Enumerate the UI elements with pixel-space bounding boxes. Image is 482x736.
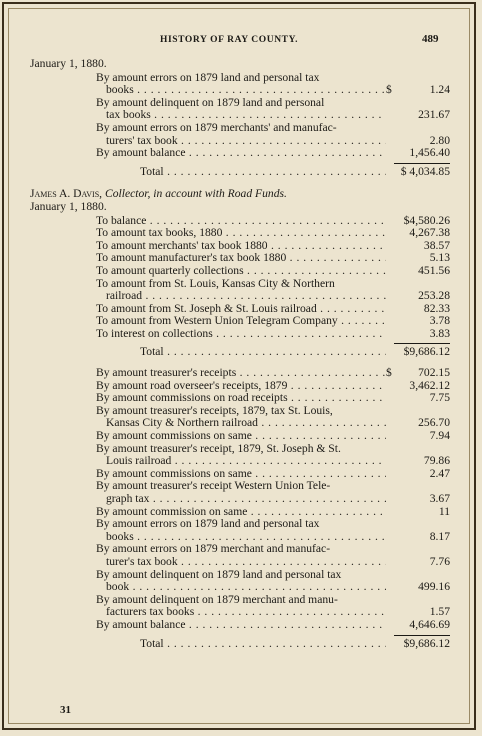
- amount-value: 253.28: [418, 289, 450, 303]
- entry-amount: [386, 506, 450, 519]
- entry-text: To amount from Western Union Telegram Company: [96, 315, 338, 328]
- ledger-entry: [30, 405, 450, 430]
- amount-value: 3.83: [429, 326, 450, 340]
- page-number: 489: [422, 33, 439, 45]
- ledger-entry: [30, 392, 450, 405]
- entry-text: To balance: [96, 214, 147, 227]
- ledger-entry: [30, 480, 450, 505]
- entry-text: By amount commissions on road receipts: [96, 392, 288, 405]
- amount-value: 1.57: [429, 605, 450, 619]
- section2-date: January 1, 1880.: [30, 199, 107, 213]
- section2-total-amount: $9,686.12: [403, 345, 450, 359]
- entry-amount: [386, 109, 450, 122]
- entry-text: By amount treasurer's receipts: [96, 367, 237, 380]
- entry-text: To amount from St. Joseph & St. Louis railroad: [96, 302, 317, 315]
- section1-total-label: Total: [140, 165, 164, 178]
- amount-value: 7.76: [429, 554, 450, 568]
- signature-mark: 31: [60, 704, 71, 716]
- entry-text: By amount treasurer's receipt Western Union Tele-: [96, 480, 331, 493]
- amount-value: 499.16: [418, 580, 450, 594]
- entry-text: Kansas City & Northern railroad: [106, 417, 258, 430]
- dollar-sign: $: [386, 83, 392, 97]
- amount-value: 3,462.12: [409, 378, 450, 392]
- ledger-entry: [30, 380, 450, 393]
- entry-text: By amount delinquent on 1879 land and personal: [96, 96, 325, 109]
- ledger-entry: [30, 518, 450, 543]
- entry-text: By amount balance: [96, 147, 186, 160]
- entry-text: By amount treasurer's receipt, 1879, St. Joseph & St.: [96, 442, 341, 455]
- amount-value: 7.94: [429, 429, 450, 443]
- entry-amount: [386, 265, 450, 278]
- entry-amount: [386, 468, 450, 481]
- amount-value: 5.13: [429, 251, 450, 265]
- entry-text: By amount errors on 1879 merchants' and manufac-: [96, 121, 337, 134]
- section3-total-row: [30, 638, 450, 651]
- ledger-entry: [30, 506, 450, 519]
- amount-value: 38.57: [423, 238, 450, 252]
- ledger-entry: [30, 569, 450, 594]
- entry-text: To amount from St. Louis, Kansas City & Northern: [96, 277, 335, 290]
- entry-text: railroad: [106, 290, 143, 303]
- entry-text: turers' tax book: [106, 134, 178, 147]
- running-title: HISTORY OF RAY COUNTY.: [160, 35, 299, 45]
- section3-total-amount: $9,686.12: [403, 636, 450, 650]
- ledger-entry: [30, 227, 450, 240]
- ledger-entry: [30, 265, 450, 278]
- section3-entries: [30, 367, 450, 631]
- entry-amount: [386, 392, 450, 405]
- amount-value: 231.67: [418, 108, 450, 122]
- entry-text: By amount delinquent on 1879 land and personal tax: [96, 568, 342, 581]
- entry-text: To amount tax books, 1880: [96, 227, 223, 240]
- collector-name: James A. Davis,: [30, 187, 103, 201]
- amount-value: 7.75: [429, 391, 450, 405]
- section1-total-row: [30, 166, 450, 179]
- ledger-entry: [30, 328, 450, 341]
- amount-value: 4,267.38: [409, 226, 450, 240]
- dollar-sign: $: [386, 366, 392, 380]
- section2-total-row: [30, 346, 450, 359]
- ledger-entry: [30, 147, 450, 160]
- section1-total-amount: $ 4,034.85: [400, 164, 450, 178]
- amount-value: 702.15: [418, 366, 450, 380]
- ledger-entry: [30, 252, 450, 265]
- ledger-entry: [30, 303, 450, 316]
- entry-text: By amount errors on 1879 land and personal tax: [96, 518, 320, 531]
- entry-amount: [386, 430, 450, 443]
- entry-text: graph tax: [106, 493, 150, 505]
- ledger-entry: [30, 367, 450, 380]
- entry-text: By amount commissions on same: [96, 467, 252, 480]
- entry-text: By amount delinquent on 1879 merchant and manu-: [96, 593, 338, 606]
- entry-text: By amount balance: [96, 618, 186, 631]
- amount-value: 451.56: [418, 263, 450, 277]
- ledger-entry: [30, 122, 450, 147]
- entry-text: books: [106, 84, 134, 97]
- entry-text: By amount errors on 1879 merchant and manufac-: [96, 543, 331, 556]
- amount-value: 1.24: [429, 83, 450, 97]
- ledger-entry: [30, 619, 450, 632]
- amount-value: 256.70: [418, 416, 450, 430]
- entry-text: book: [106, 581, 130, 594]
- entry-text: By amount commission on same: [96, 505, 248, 518]
- entry-text: By amount errors on 1879 land and personal tax: [96, 71, 320, 84]
- ledger-entry: [30, 468, 450, 481]
- section1-date: January 1, 1880.: [30, 57, 107, 70]
- entry-text: By amount road overseer's receipts, 1879: [96, 379, 288, 392]
- ledger-entry: [30, 215, 450, 228]
- ledger-entry: [30, 430, 450, 443]
- entry-amount: [386, 619, 450, 632]
- entry-text: books: [106, 530, 134, 543]
- entry-text: To amount merchants' tax book 1880: [96, 239, 268, 252]
- amount-value: 11: [438, 504, 450, 518]
- entry-amount: [386, 328, 450, 341]
- ledger-entry: [30, 594, 450, 619]
- ledger-body: [30, 58, 450, 650]
- ledger-entry: [30, 240, 450, 253]
- amount-value: 3.67: [429, 492, 450, 505]
- entry-amount: [386, 147, 450, 160]
- entry-text: facturers tax books: [106, 606, 195, 619]
- entry-text: tax books: [106, 109, 151, 122]
- amount-value: 2.47: [429, 466, 450, 480]
- entry-amount: [386, 581, 450, 594]
- entry-amount: [386, 531, 450, 544]
- amount-value: 3.78: [429, 314, 450, 328]
- section1-entries: [30, 72, 450, 160]
- ledger-entry: [30, 543, 450, 568]
- entry-amount: [386, 556, 450, 569]
- ledger-entry: [30, 315, 450, 328]
- amount-value: 8.17: [429, 529, 450, 543]
- amount-value: 79.86: [423, 454, 450, 468]
- section2-entries: [30, 215, 450, 341]
- entry-text: By amount treasurer's receipts, 1879, tax St. Louis,: [96, 404, 333, 417]
- section2-total-label: Total: [140, 346, 164, 359]
- entry-amount: [386, 84, 450, 97]
- amount-value: 2.80: [429, 133, 450, 147]
- entry-text: Louis railroad: [106, 455, 172, 468]
- entry-text: To amount manufacturer's tax book 1880: [96, 252, 287, 265]
- section3-total-label: Total: [140, 637, 164, 650]
- entry-text: By amount commissions on same: [96, 430, 252, 443]
- entry-text: turer's tax book: [106, 555, 178, 568]
- ledger-entry: [30, 443, 450, 468]
- entry-text: To amount quarterly collections: [96, 264, 244, 277]
- amount-value: 1,456.40: [409, 146, 450, 160]
- amount-value: 82.33: [423, 301, 450, 315]
- ledger-entry: [30, 97, 450, 122]
- ledger-entry: [30, 278, 450, 303]
- ledger-entry: [30, 72, 450, 97]
- entry-text: To interest on collections: [96, 327, 213, 340]
- account-title: Collector, in account with Road Funds.: [102, 187, 287, 201]
- amount-value: $4,580.26: [403, 213, 450, 227]
- amount-value: 4,646.69: [409, 617, 450, 631]
